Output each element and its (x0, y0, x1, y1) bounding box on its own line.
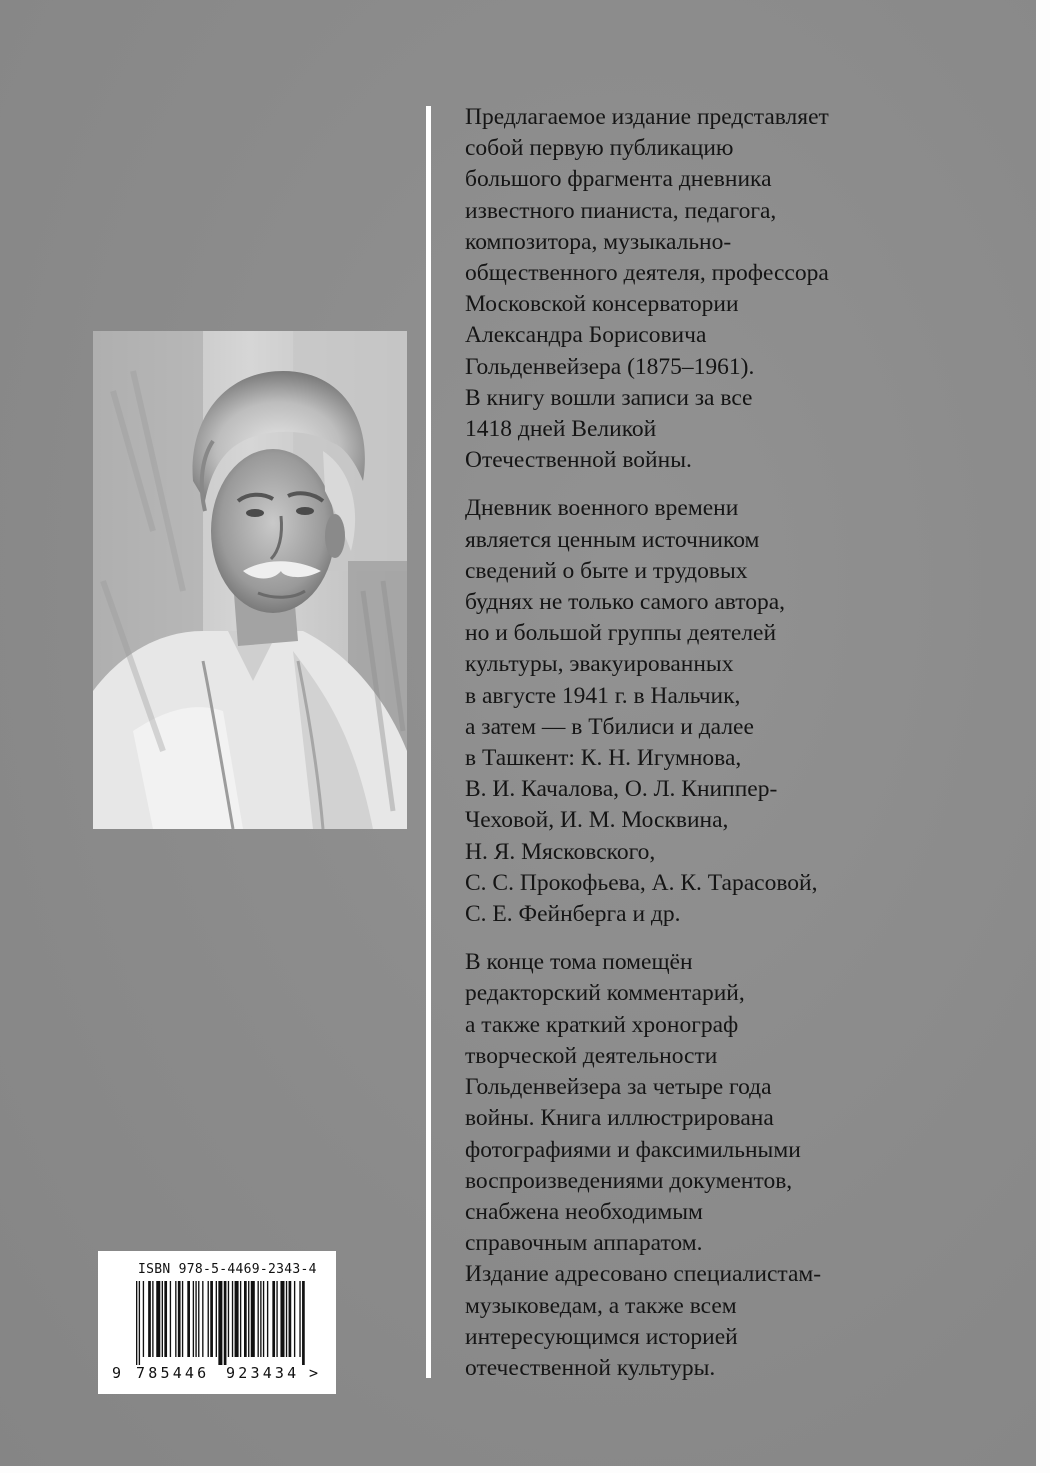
description-paragraph-1 (465, 102, 905, 476)
text-line: Гольденвейзера за четыре года (465, 1074, 772, 1101)
text-line: В книгу вошли записи за все (465, 384, 753, 411)
portrait-painting-icon (93, 331, 407, 829)
text-line: в Ташкент: К. Н. Игумнова, (465, 745, 742, 772)
text-line: творческой деятельности (465, 1042, 718, 1069)
text-line: интересующимся историей (465, 1323, 738, 1350)
text-line: большого фрагмента дневника (465, 166, 772, 193)
page-edge-bottom (0, 1466, 1050, 1473)
text-line: Н. Я. Мясковского, (465, 838, 656, 865)
barcode-digit-lead: 9 (112, 1364, 122, 1382)
isbn-label: ISBN 978-5-4469-2343-4 (138, 1262, 317, 1277)
text-line: композитора, музыкально- (465, 228, 732, 255)
text-line: Предлагаемое издание представляет (465, 104, 829, 130)
text-line: 1418 дней Великой (465, 416, 657, 443)
text-line: общественного деятеля, профессора (465, 260, 829, 287)
text-line: буднях не только самого автора, (465, 589, 786, 616)
text-line: Издание адресовано специалистам- (465, 1261, 822, 1288)
barcode-digit-trail: > (309, 1364, 319, 1382)
text-line: войны. Книга иллюстрирована (465, 1105, 774, 1132)
text-line: а также краткий хронограф (465, 1011, 739, 1038)
text-line: музыковедам, а также всем (465, 1292, 737, 1319)
vertical-divider-line (426, 106, 431, 1378)
text-line: редакторский комментарий, (465, 980, 745, 1007)
text-line: Александра Борисовича (465, 322, 707, 349)
description-text-column (465, 102, 905, 1401)
isbn-barcode-box (98, 1251, 336, 1394)
barcode-digits-left: 785446 (136, 1364, 210, 1382)
text-line: справочным аппаратом. (465, 1230, 703, 1257)
text-line: Дневник военного времени (465, 495, 739, 522)
text-line: В. И. Качалова, О. Л. Книппер- (465, 776, 778, 803)
text-line: Отечественной войны. (465, 447, 692, 474)
text-line: С. Е. Фейнберга и др. (465, 901, 681, 928)
page-edge-right (1036, 0, 1050, 1473)
text-line: снабжена необходимым (465, 1198, 703, 1225)
text-line: В конце тома помещён (465, 949, 693, 976)
text-line: культуры, эвакуированных (465, 651, 734, 678)
description-paragraph-2 (465, 493, 905, 930)
portrait-painting-image (93, 331, 407, 829)
text-line: но и большой группы деятелей (465, 620, 777, 647)
text-line: собой первую публикацию (465, 135, 734, 162)
text-line: известного пианиста, педагога, (465, 197, 777, 224)
text-line: отечественной культуры. (465, 1354, 716, 1381)
barcode-digits-right: 923434 (226, 1364, 300, 1382)
text-line: а затем — в Тбилиси и далее (465, 713, 754, 740)
text-line: Чеховой, И. М. Москвина, (465, 807, 729, 834)
text-line: С. С. Прокофьева, А. К. Тарасовой, (465, 869, 818, 896)
text-line: в августе 1941 г. в Нальчик, (465, 682, 741, 709)
text-line: Московской консерватории (465, 291, 739, 318)
barcode-digits (98, 1364, 336, 1384)
text-line: является ценным источником (465, 526, 760, 553)
text-line: фотографиями и факсимильными (465, 1136, 801, 1163)
text-line: сведений о быте и трудовых (465, 557, 748, 584)
text-line: Гольденвейзера (1875–1961). (465, 353, 755, 380)
description-paragraph-3 (465, 947, 905, 1384)
text-line: воспроизведениями документов, (465, 1167, 793, 1194)
